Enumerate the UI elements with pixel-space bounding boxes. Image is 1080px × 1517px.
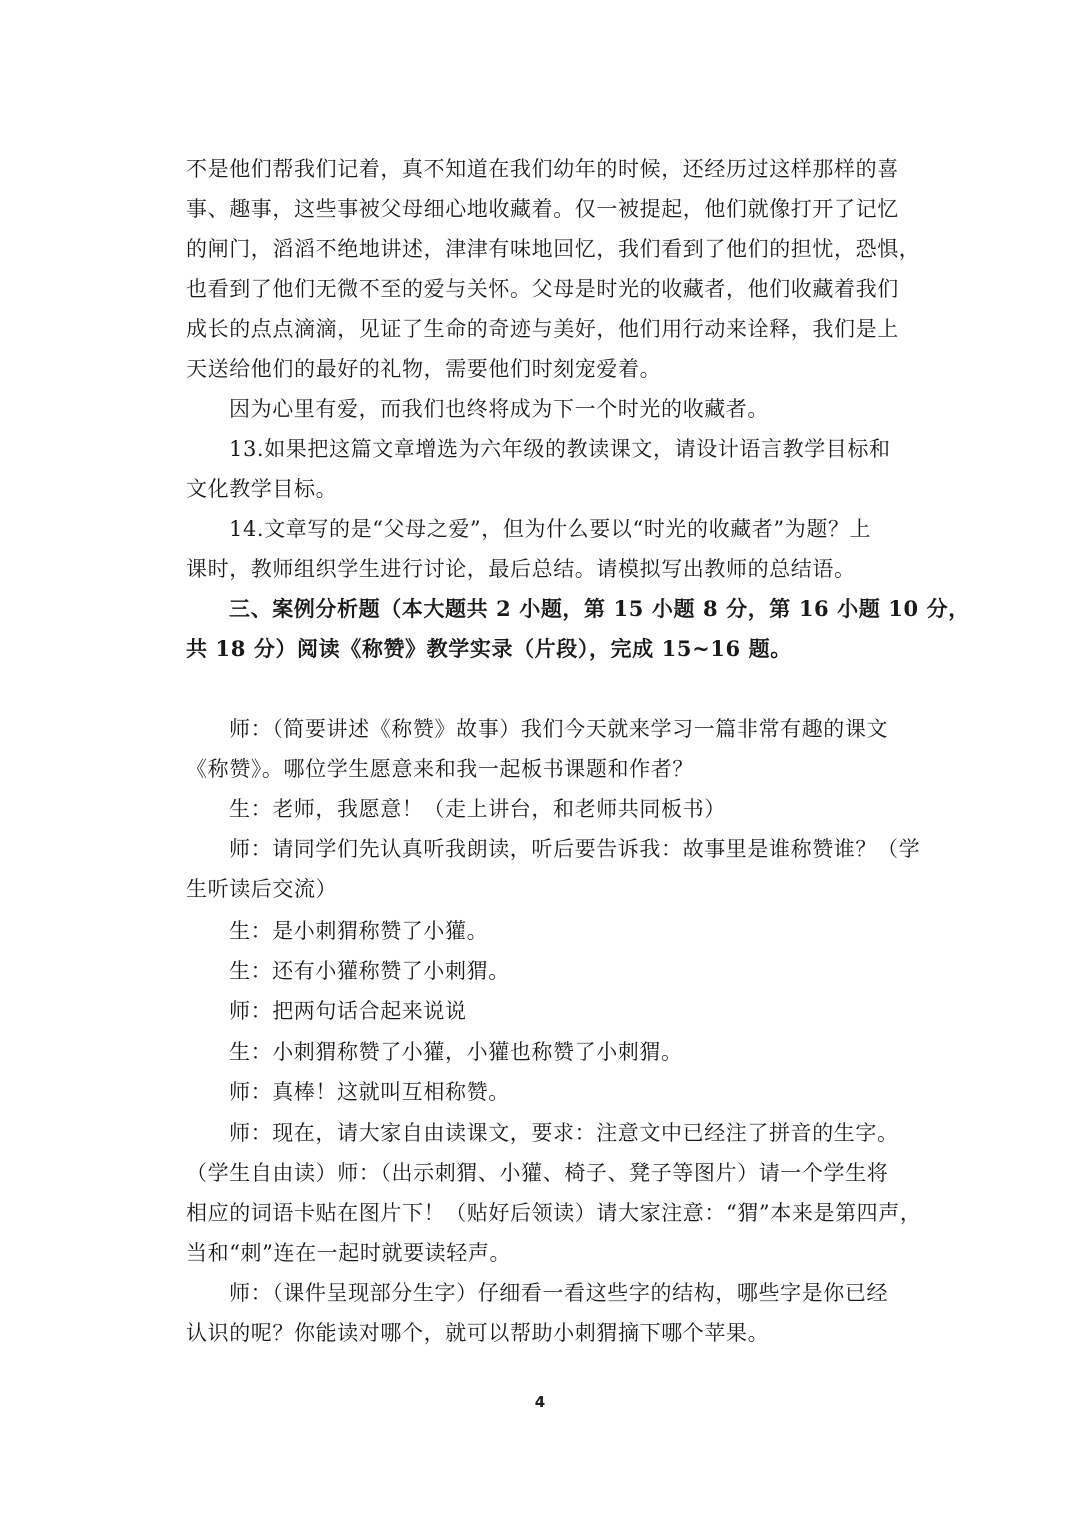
question-13-cont: 文化教学目标。 (186, 477, 338, 501)
section-heading-cont: 共 18 分）阅读《称赞》教学实录（片段），完成 15~16 题。 (186, 636, 792, 661)
transcript-line: 相应的词语卡贴在图片下！（贴好后领读）请大家注意：“猬”本来是第四声， (186, 1201, 922, 1225)
question-13: 13.如果把这篇文章增选为六年级的教读课文，请设计语言教学目标和 (229, 437, 891, 461)
transcript-line: 生：老师，我愿意！（走上讲台，和老师共同板书） (229, 797, 726, 821)
transcript-line: （学生自由读）师：（出示刺猬、小獾、椅子、凳子等图片）请一个学生将 (186, 1161, 889, 1185)
question-14: 14.文章写的是“父母之爱”，但为什么要以“时光的收藏者”为题？上 (229, 517, 872, 541)
body-text-line: 也看到了他们无微不至的爱与关怀。父母是时光的收藏者，他们收藏着我们 (186, 277, 899, 301)
section-heading: 三、案例分析题（本大题共 2 小题，第 15 小题 8 分，第 16 小题 10 分， (229, 596, 970, 621)
transcript-line: 认识的呢？你能读对哪个，就可以帮助小刺猬摘下哪个苹果。 (186, 1321, 770, 1345)
transcript-line: 师：真棒！这就叫互相称赞。 (229, 1080, 510, 1104)
body-text-line: 的闸门，滔滔不绝地讲述，津津有味地回忆，我们看到了他们的担忧，恐惧， (186, 237, 921, 261)
transcript-line: 生：还有小獾称赞了小刺猬。 (229, 959, 510, 983)
body-text-line: 事、趣事，这些事被父母细心地收藏着。仅一被提起，他们就像打开了记忆 (186, 197, 899, 221)
page-number: 4 (534, 1393, 546, 1411)
body-text-line: 因为心里有爱，而我们也终将成为下一个时光的收藏者。 (229, 397, 769, 421)
transcript-line: 生听读后交流） (186, 877, 338, 901)
transcript-line: 师：请同学们先认真听我朗读，听后要告诉我：故事里是谁称赞谁？（学 (229, 837, 921, 861)
transcript-line: 生：小刺猬称赞了小獾，小獾也称赞了小刺猬。 (229, 1040, 683, 1064)
transcript-line: 师：（简要讲述《称赞》故事）我们今天就来学习一篇非常有趣的课文 (229, 717, 889, 741)
question-14-cont: 课时，教师组织学生进行讨论，最后总结。请模拟写出教师的总结语。 (186, 557, 856, 581)
transcript-line: 师：（课件呈现部分生字）仔细看一看这些字的结构，哪些字是你已经 (229, 1281, 889, 1305)
transcript-line: 《称赞》。哪位学生愿意来和我一起板书课题和作者？ (186, 757, 694, 781)
body-text-line: 不是他们帮我们记着，真不知道在我们幼年的时候，还经历过这样那样的喜 (186, 157, 899, 181)
body-text-line: 成长的点点滴滴，见证了生命的奇迹与美好，他们用行动来诠释，我们是上 (186, 317, 899, 341)
body-text-line: 天送给他们的最好的礼物，需要他们时刻宠爱着。 (186, 357, 662, 381)
transcript-line: 师：把两句话合起来说说 (229, 999, 467, 1023)
transcript-line: 当和“刺”连在一起时就要读轻声。 (186, 1241, 512, 1265)
transcript-line: 师：现在，请大家自由读课文，要求：注意文中已经注了拼音的生字。 (229, 1121, 899, 1145)
transcript-line: 生：是小刺猬称赞了小獾。 (229, 919, 489, 943)
